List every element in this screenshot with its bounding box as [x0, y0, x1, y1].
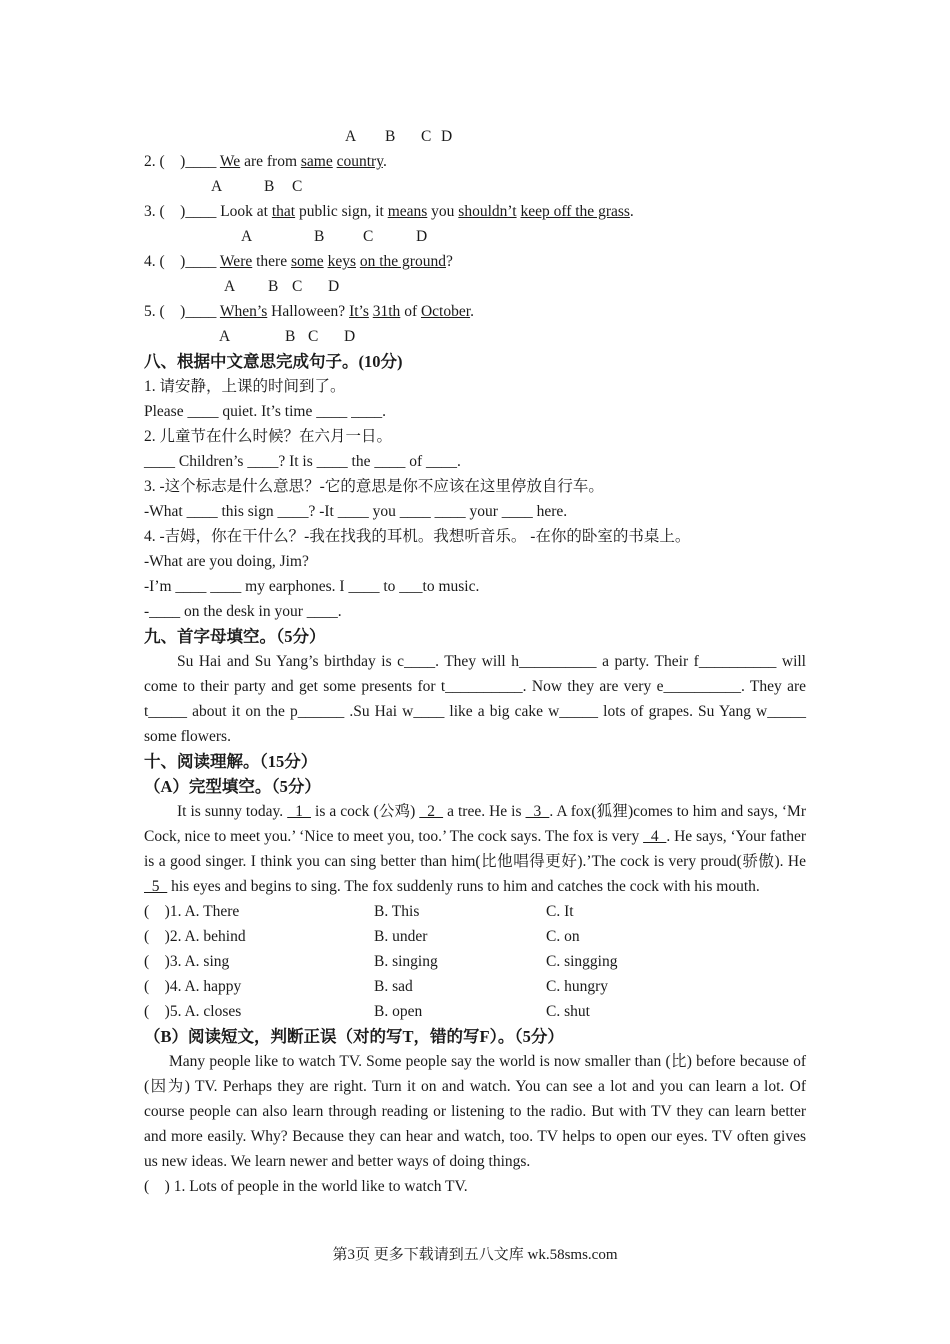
- section-8-line: -I’m ____ ____ my earphones. I ____ to ___to music.: [144, 578, 480, 595]
- option-question: ( )3. A. sing: [144, 953, 230, 970]
- section-8-line: 2. 儿童节在什么时候？在六月一日。: [144, 428, 393, 445]
- q4-part: Were: [219, 253, 253, 270]
- q4-letter-b: B: [268, 278, 279, 295]
- q3-part: means: [387, 203, 428, 220]
- q4-part: there: [252, 253, 291, 270]
- section-10-heading: 十、阅读理解。（15分）: [144, 752, 318, 771]
- q5-part: of: [400, 303, 421, 320]
- q4-letter-a: A: [224, 278, 236, 295]
- q3-part: shouldn’t: [458, 203, 517, 220]
- q3-letter-b: B: [314, 228, 325, 245]
- section-8-line: Please ____ quiet. It’s time ____ ____.: [144, 403, 386, 420]
- q2-part: .: [382, 153, 387, 170]
- q2-part: country: [336, 153, 383, 170]
- q1-letter-c: C: [421, 128, 432, 145]
- option-row: [144, 949, 806, 974]
- option-question: ( )5. A. closes: [144, 1003, 242, 1020]
- cloze-segment: his eyes and begins to sing. The fox suddenly runs to him and catches the cock with his mouth.: [167, 878, 760, 895]
- cloze-blank-2: 2: [419, 803, 444, 820]
- q3-part: public sign, it: [295, 203, 388, 220]
- question-3-prefix: 3. ( )____: [144, 203, 221, 220]
- section-8-line: -What are you doing, Jim?: [144, 553, 309, 570]
- section-8-heading: 八、根据中文意思完成句子。(10分): [144, 352, 403, 371]
- q2-part: We: [219, 153, 241, 170]
- q5-part: .: [470, 303, 474, 320]
- q2-part: are from: [240, 153, 301, 170]
- section-8-line: 1. 请安静，上课的时间到了。: [144, 378, 346, 395]
- question-4: [144, 249, 806, 274]
- question-5: [144, 299, 806, 324]
- option-c: C. singging: [546, 953, 618, 970]
- q5-part: Halloween?: [267, 303, 350, 320]
- cloze-blank-4: 4: [643, 828, 667, 845]
- option-c: C. hungry: [546, 978, 608, 995]
- option-question: ( )4. A. happy: [144, 978, 242, 995]
- page-content: [144, 124, 806, 1199]
- q5-letter-d: D: [344, 328, 356, 345]
- part-b-heading: （B）阅读短文，判断正误（对的写T，错的写F）。（5分）: [144, 1027, 564, 1046]
- option-question: ( )2. A. behind: [144, 928, 246, 945]
- option-row: [144, 924, 806, 949]
- question-2-prefix: 2. ( )____: [144, 153, 220, 170]
- option-b: B. under: [374, 928, 428, 945]
- question-4-prefix: 4. ( )____: [144, 253, 220, 270]
- q2-letter-a: A: [211, 178, 223, 195]
- option-b: B. sad: [374, 978, 413, 995]
- q3-part: Look at: [220, 203, 272, 220]
- q4-part: on the ground: [359, 253, 446, 270]
- q3-part: keep off the grass: [520, 203, 630, 220]
- q3-letter-a: A: [241, 228, 253, 245]
- section-8-line: 4. -吉姆，你在干什么？-我在找我的耳机。我想听音乐。 -在你的卧室的书桌上。: [144, 528, 691, 545]
- option-c: C. It: [546, 903, 574, 920]
- cloze-segment: It is sunny today.: [177, 803, 288, 820]
- true-false-question-1: ( ) 1. Lots of people in the world like to watch TV.: [144, 1178, 468, 1195]
- q3-part: that: [271, 203, 296, 220]
- cloze-blank-1: 1: [287, 803, 311, 820]
- q4-part: keys: [327, 253, 356, 270]
- cloze-segment: . A fox(狐狸)comes to him and says, ‘Mr Cock, nice to meet you.’ ‘Nice to meet you, too.’ The cock says. The fox is very: [144, 803, 806, 845]
- option-c: C. on: [546, 928, 580, 945]
- q5-part: When’s: [219, 303, 268, 320]
- option-b: B. singing: [374, 953, 438, 970]
- option-c: C. shut: [546, 1003, 590, 1020]
- cloze-blank-5: 5: [144, 878, 168, 895]
- q5-part: 31th: [372, 303, 401, 320]
- section-8-line: -____ on the desk in your ____.: [144, 603, 342, 620]
- option-b: B. open: [374, 1003, 423, 1020]
- q5-part: October: [420, 303, 471, 320]
- reading-passage: Many people like to watch TV. Some people say the world is now smaller than (比) before because of (因为) TV. Perhaps they are right. Turn it on and watch. You can see a lot and you can learn a lot. Of course people can also learn through reading or listening to the radio. But with TV they can learn better and more easily. Why? Because they can hear and watch, too. TV helps to open our eyes. TV often gives us new ideas. We learn newer and better ways of doing things.: [144, 1053, 806, 1170]
- q5-letter-c: C: [308, 328, 319, 345]
- q1-letter-a: A: [345, 128, 357, 145]
- question-5-prefix: 5. ( )____: [144, 303, 220, 320]
- q2-letter-c: C: [292, 178, 303, 195]
- option-row: [144, 974, 806, 999]
- option-b: B. This: [374, 903, 420, 920]
- q5-option-letters: [144, 324, 806, 349]
- question-2: [144, 149, 806, 174]
- q3-part: you: [427, 203, 459, 220]
- page-footer: 第3页 更多下载请到五八文库 wk.58sms.com: [332, 1247, 618, 1263]
- section-8-line: ____ Children’s ____? It is ____ the ____ of ____.: [144, 453, 461, 470]
- option-row: [144, 899, 806, 924]
- q5-letter-a: A: [219, 328, 231, 345]
- q2-option-letters: [144, 174, 806, 199]
- cloze-segment: . He says, ‘Your father is a good singer. I think you can sing better than him(比他唱得更好).’The cock is very proud(骄傲). He: [144, 828, 806, 870]
- option-question: ( )1. A. There: [144, 903, 240, 920]
- option-row: [144, 999, 806, 1024]
- cloze-segment: a tree. He is: [443, 803, 526, 820]
- q1-option-letters: [144, 124, 806, 149]
- q2-part: same: [300, 153, 333, 170]
- q3-part: .: [629, 203, 634, 220]
- q4-letter-c: C: [292, 278, 303, 295]
- question-3: [144, 199, 806, 224]
- q2-letter-b: B: [264, 178, 275, 195]
- q4-letter-d: D: [328, 278, 340, 295]
- section-8-line: 3. -这个标志是什么意思？-它的意思是你不应该在这里停放自行车。: [144, 478, 604, 495]
- section-8-line: -What ____ this sign ____? -It ____ you ____ ____ your ____ here.: [144, 503, 568, 520]
- q1-letter-b: B: [385, 128, 396, 145]
- q3-letter-d: D: [416, 228, 428, 245]
- section-9-paragraph: Su Hai and Su Yang’s birthday is c____. They will h__________ a party. Their f__________ will come to their party and get some presents for t__________. Now they are very e__________. They are t_____ about it on the p______ .Su Hai w____ like a big cake w_____ lots of grapes. Su Yang w_____ some flowers.: [144, 653, 806, 745]
- q3-option-letters: [144, 224, 806, 249]
- q5-part: It’s: [349, 303, 369, 320]
- cloze-segment: is a cock (公鸡): [311, 803, 420, 820]
- cloze-blank-3: 3: [525, 803, 550, 820]
- q3-letter-c: C: [363, 228, 374, 245]
- q4-option-letters: [144, 274, 806, 299]
- q4-part: some: [290, 253, 324, 270]
- section-9-heading: 九、首字母填空。（5分）: [144, 627, 326, 646]
- q5-letter-b: B: [285, 328, 296, 345]
- q4-part: ?: [445, 253, 453, 270]
- cloze-passage: [144, 799, 806, 899]
- part-a-heading: （A）完型填空。（5分）: [144, 777, 321, 796]
- q1-letter-d: D: [441, 128, 453, 145]
